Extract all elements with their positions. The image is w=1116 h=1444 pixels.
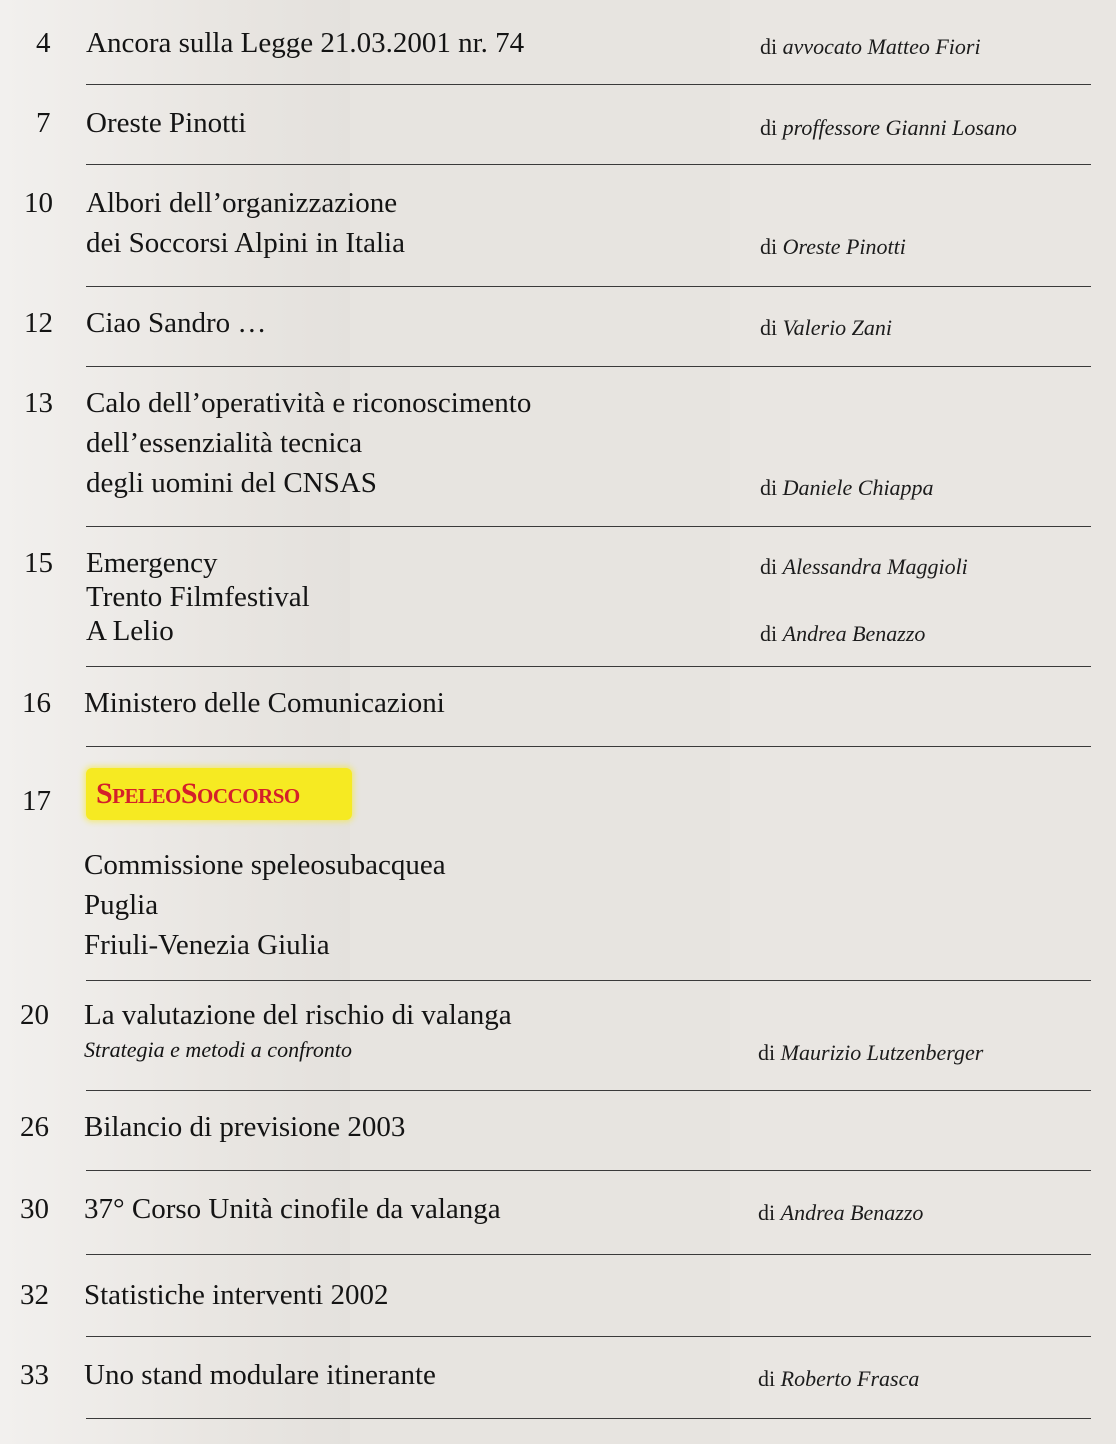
author-name: proffessore Gianni Losano xyxy=(782,115,1017,140)
entry-title: Puglia xyxy=(84,889,159,921)
entry-author xyxy=(760,620,925,648)
entry-title: Calo dell’operatività e riconoscimento xyxy=(86,387,532,419)
entry-author xyxy=(758,1365,919,1393)
divider xyxy=(86,746,1091,747)
divider xyxy=(86,366,1091,367)
author-prefix: di xyxy=(760,115,778,140)
author-prefix: di xyxy=(760,554,778,579)
entry-title: dell’essenzialità tecnica xyxy=(86,427,363,459)
entry-title: Uno stand modulare itinerante xyxy=(84,1359,436,1391)
entry-title: dei Soccorsi Alpini in Italia xyxy=(86,227,405,259)
divider xyxy=(86,1418,1091,1419)
entry-title: Commissione speleosubacquea xyxy=(84,849,446,881)
speleosoccorso-logo xyxy=(86,768,352,820)
entry-title: Friuli-Venezia Giulia xyxy=(84,929,330,961)
page-number: 17 xyxy=(22,785,51,817)
entry-title: Oreste Pinotti xyxy=(86,107,247,139)
entry-title: degli uomini del CNSAS xyxy=(86,467,377,499)
entry-title: Albori dell’organizzazione xyxy=(86,187,398,219)
divider xyxy=(86,84,1091,85)
page-number: 20 xyxy=(20,999,49,1031)
author-prefix: di xyxy=(760,34,778,59)
page-number: 10 xyxy=(24,187,53,219)
page-number: 33 xyxy=(20,1359,49,1391)
author-name: Maurizio Lutzenberger xyxy=(780,1040,984,1065)
entry-title: Ancora sulla Legge 21.03.2001 nr. 74 xyxy=(86,27,525,59)
entry-title: Emergency xyxy=(86,547,218,579)
author-name: avvocato Matteo Fiori xyxy=(782,34,981,59)
page-number: 15 xyxy=(24,547,53,579)
divider xyxy=(86,1170,1091,1171)
divider xyxy=(86,526,1091,527)
page-number: 16 xyxy=(22,687,51,719)
author-name: Andrea Benazzo xyxy=(780,1200,924,1225)
divider xyxy=(86,1336,1091,1337)
author-prefix: di xyxy=(760,475,778,500)
background-middle-column xyxy=(350,0,730,1444)
divider xyxy=(86,286,1091,287)
entry-author xyxy=(758,1199,923,1227)
author-name: Valerio Zani xyxy=(782,315,893,340)
author-prefix: di xyxy=(758,1366,776,1391)
entry-title: Bilancio di previsione 2003 xyxy=(84,1111,406,1143)
entry-subtitle: Strategia e metodi a confronto xyxy=(84,1037,353,1062)
page-number: 32 xyxy=(20,1279,49,1311)
author-name: Oreste Pinotti xyxy=(782,234,906,259)
entry-author xyxy=(760,474,934,502)
entry-author xyxy=(760,314,892,342)
page-number: 7 xyxy=(36,107,51,139)
entry-title: Ciao Sandro … xyxy=(86,307,267,339)
background-right-column xyxy=(730,0,1116,1444)
divider xyxy=(86,980,1091,981)
divider xyxy=(86,1090,1091,1091)
logo-text: SpeleoSoccorso xyxy=(96,777,300,810)
entry-author xyxy=(760,233,906,261)
page-number: 12 xyxy=(24,307,53,339)
entry-author xyxy=(760,33,981,61)
entry-title: Trento Filmfestival xyxy=(86,581,310,613)
entry-author xyxy=(760,114,1017,142)
divider xyxy=(86,666,1091,667)
author-name: Daniele Chiappa xyxy=(782,475,934,500)
entry-title: La valutazione del rischio di valanga xyxy=(84,999,512,1031)
entry-title: 37° Corso Unità cinofile da valanga xyxy=(84,1193,501,1225)
page-number: 13 xyxy=(24,387,53,419)
author-prefix: di xyxy=(758,1200,776,1225)
divider xyxy=(86,164,1091,165)
author-prefix: di xyxy=(758,1040,776,1065)
author-name: Andrea Benazzo xyxy=(782,621,926,646)
page-number: 30 xyxy=(20,1193,49,1225)
entry-author xyxy=(760,553,968,581)
author-prefix: di xyxy=(760,234,778,259)
author-prefix: di xyxy=(760,621,778,646)
entry-title: Ministero delle Comunicazioni xyxy=(84,687,445,719)
entry-title: A Lelio xyxy=(86,615,174,647)
entry-author xyxy=(758,1039,983,1067)
author-name: Alessandra Maggioli xyxy=(782,554,968,579)
divider xyxy=(86,1254,1091,1255)
author-prefix: di xyxy=(760,315,778,340)
entry-title: Statistiche interventi 2002 xyxy=(84,1279,389,1311)
page-number: 4 xyxy=(36,27,51,59)
page-number: 26 xyxy=(20,1111,49,1143)
author-name: Roberto Frasca xyxy=(780,1366,920,1391)
